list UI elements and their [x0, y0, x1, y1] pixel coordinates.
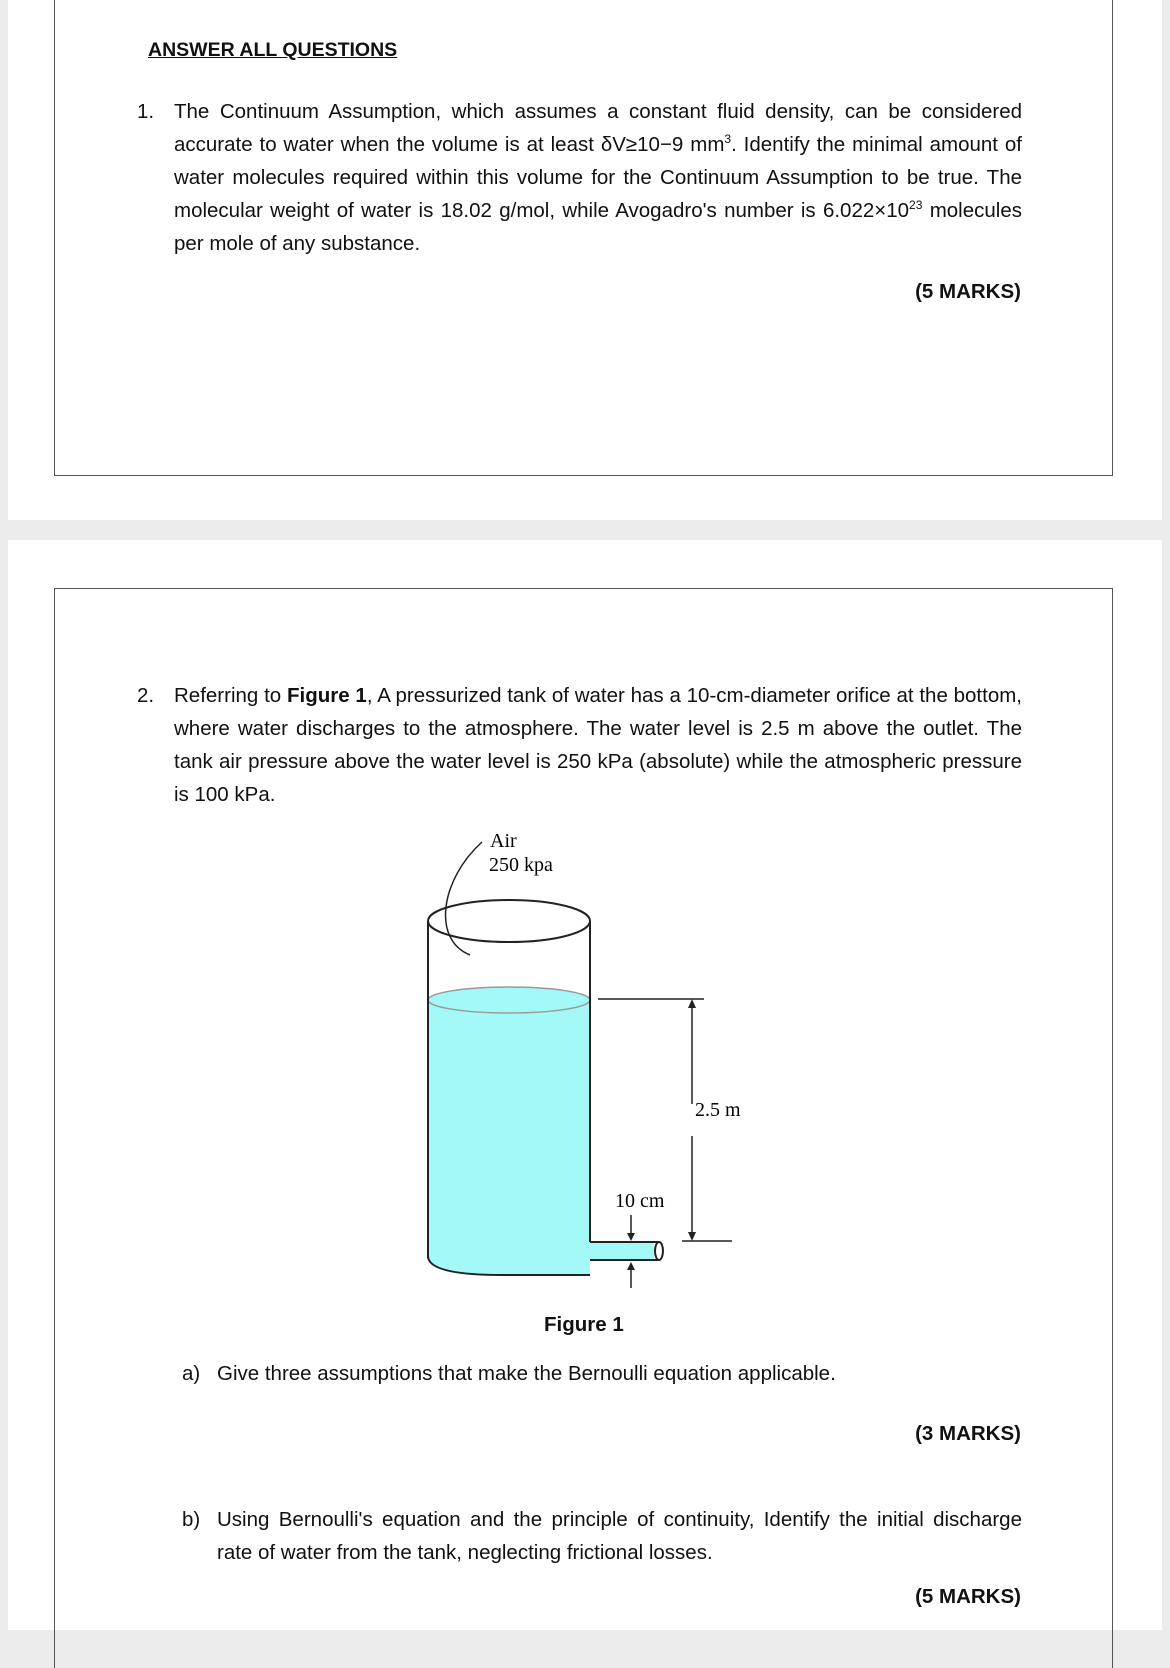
label-height: 2.5 m: [695, 1099, 741, 1121]
q2b-text: Using Bernoulli's equation and the principle of continuity, Identify the initial discharge rate of water from the tank, neglecting frictional losses.: [217, 1508, 1022, 1564]
label-diameter: 10 cm: [615, 1190, 665, 1212]
q2-number: 2.: [137, 684, 155, 707]
q1-number: 1.: [137, 100, 155, 123]
tank-top: [428, 900, 590, 942]
q2b-marks: (5 MARKS): [915, 1585, 1021, 1608]
outlet-orifice: [655, 1242, 663, 1260]
q2a-label: a): [182, 1362, 201, 1385]
label-air: Air: [490, 830, 517, 852]
figure-caption: Figure 1: [544, 1313, 624, 1336]
label-pressure: 250 kpa: [489, 854, 553, 876]
q2a-marks: (3 MARKS): [915, 1422, 1021, 1445]
water-body: [428, 996, 654, 1275]
q2-text: Referring to Figure 1, A pressurized tank of water has a 10-cm-diameter orifice at the bottom, where water discharges to the atmosphere. The water level is 2.5 m above the outlet. The tank air pressure above the water level is 250 kPa (absolute) while the atmospheric pressure is 100 kPa.: [174, 684, 1022, 806]
water-surface: [428, 987, 590, 1013]
q1-marks: (5 MARKS): [915, 280, 1021, 303]
q2b-label: b): [182, 1508, 201, 1531]
q2a-text: Give three assumptions that make the Bernoulli equation applicable.: [217, 1362, 836, 1385]
q1-text: The Continuum Assumption, which assumes a constant fluid density, can be considered accurate to water when the volume is at least δV≥10−9 $mm^3$. Identify the minimal amount of water molecules required within this volume for the Continuum Assumption to be true. The molecular weight of water is 18.02 g/mol, while Avogadro's number is $6.022\times 10^{23}$ molecules per mole of any substance.: [174, 100, 1022, 255]
page-heading: ANSWER ALL QUESTIONS: [148, 39, 398, 61]
